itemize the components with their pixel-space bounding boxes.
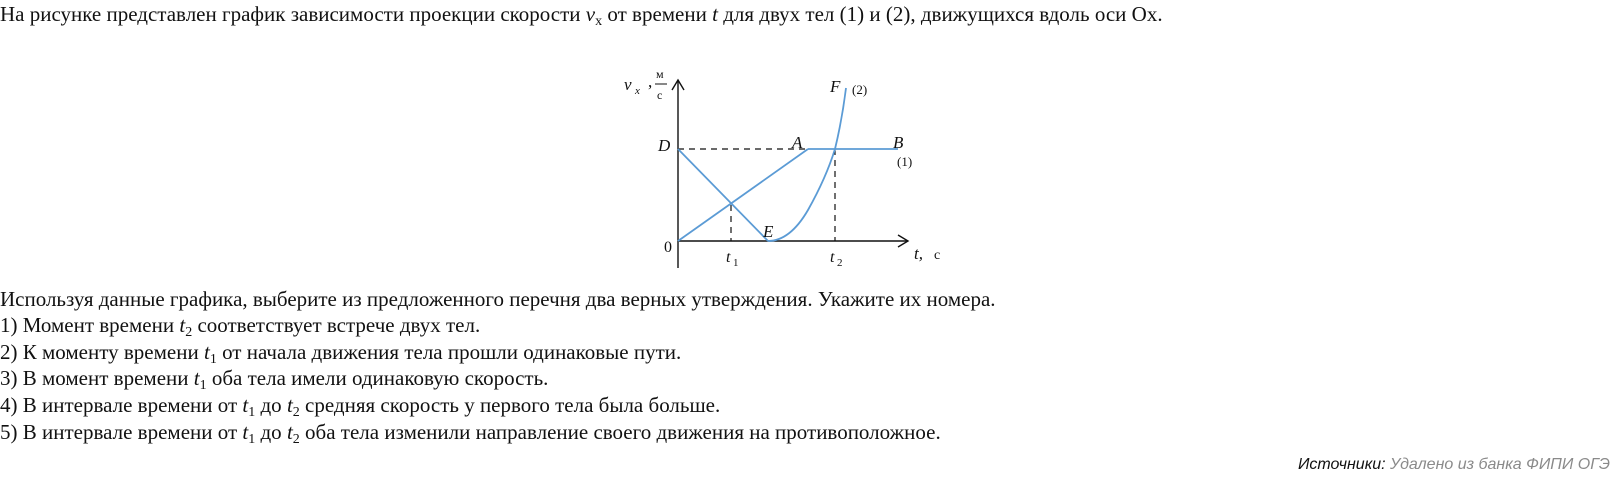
option-2-after: от начала движения тела прошли одинаковые пути. bbox=[216, 340, 682, 364]
option-5-before: 5) В интервале времени от bbox=[0, 420, 243, 444]
point-a-label: A bbox=[792, 133, 803, 152]
option-2-before: 2) К моменту времени bbox=[0, 340, 204, 364]
option-5-middle: до bbox=[255, 420, 287, 444]
option-1-symbol: t bbox=[179, 313, 186, 337]
tick-t1-subscript: 1 bbox=[733, 257, 739, 269]
tick-t2-subscript: 2 bbox=[837, 257, 843, 269]
source-line bbox=[1298, 456, 1610, 474]
option-5-after: оба тела изменили направление своего движения на противоположное. bbox=[299, 420, 941, 444]
axis-x-unit: с bbox=[934, 248, 941, 263]
axis-y-comma: , bbox=[648, 72, 653, 91]
body-1-acceleration-line bbox=[678, 149, 808, 241]
point-e-label: E bbox=[763, 222, 774, 241]
option-1-before: 1) Момент времени bbox=[0, 313, 180, 337]
velocity-subscript: x bbox=[595, 14, 603, 29]
intro-text-before-v: На рисунке представлен график зависимости проекции скорости bbox=[0, 2, 586, 26]
body-2-curve bbox=[768, 88, 846, 241]
option-5-symbol-a: t bbox=[242, 420, 249, 444]
intro-text-between: от времени bbox=[602, 2, 713, 26]
option-4-symbol-a: t bbox=[242, 393, 249, 417]
source-value: Удалено из банка ФИПИ ОГЭ bbox=[1385, 456, 1610, 473]
axis-y-subscript: x bbox=[635, 85, 640, 97]
option-3-before: 3) В момент времени bbox=[0, 366, 194, 390]
axis-x-label: t, bbox=[914, 244, 923, 263]
problem-intro bbox=[0, 1, 1163, 35]
option-4-subscript-b: 2 bbox=[292, 405, 300, 420]
time-symbol: t bbox=[712, 2, 718, 26]
intro-text-after: для двух тел (1) и (2), движущихся вдоль оси Ox. bbox=[717, 2, 1163, 26]
option-5-symbol-b: t bbox=[286, 420, 293, 444]
option-3-symbol: t bbox=[193, 366, 200, 390]
answer-option-5 bbox=[0, 419, 941, 453]
origin-label: 0 bbox=[664, 239, 672, 256]
source-label: Источники: bbox=[1297, 456, 1386, 473]
point-f-label: F bbox=[830, 77, 841, 96]
velocity-symbol: v bbox=[585, 2, 596, 26]
option-3-after: оба тела имели одинаковую скорость. bbox=[206, 366, 549, 390]
graph-svg bbox=[600, 60, 980, 285]
axis-y-unit-top: м bbox=[656, 67, 664, 81]
option-2-symbol: t bbox=[203, 340, 210, 364]
point-d-label: D bbox=[658, 136, 671, 155]
option-4-subscript-a: 1 bbox=[248, 405, 256, 420]
option-1-after: соответствует встрече двух тел. bbox=[192, 313, 481, 337]
option-1-subscript: 2 bbox=[185, 325, 193, 340]
point-b-label: B bbox=[893, 133, 904, 152]
option-5-subscript-a: 1 bbox=[248, 432, 256, 447]
option-4-after: средняя скорость у первого тела была больше. bbox=[299, 393, 721, 417]
option-2-subscript: 1 bbox=[209, 352, 217, 367]
tick-t1-label: t bbox=[726, 249, 731, 266]
option-4-middle: до bbox=[255, 393, 287, 417]
option-5-subscript-b: 2 bbox=[292, 432, 300, 447]
axis-y-label: v bbox=[624, 75, 632, 94]
body-2-deceleration-line bbox=[678, 149, 768, 241]
axis-y-unit-bottom: с bbox=[657, 88, 663, 102]
body-1-label: (1) bbox=[897, 154, 913, 169]
question-prompt: Используя данные графика, выберите из предложенного перечня два верных утверждения. Укажите их номера. bbox=[0, 287, 996, 311]
velocity-time-graph bbox=[600, 60, 980, 285]
option-4-symbol-b: t bbox=[286, 393, 293, 417]
tick-t2-label: t bbox=[830, 249, 835, 266]
option-3-subscript: 1 bbox=[199, 378, 207, 393]
body-2-label: (2) bbox=[852, 82, 868, 97]
option-4-before: 4) В интервале времени от bbox=[0, 393, 243, 417]
